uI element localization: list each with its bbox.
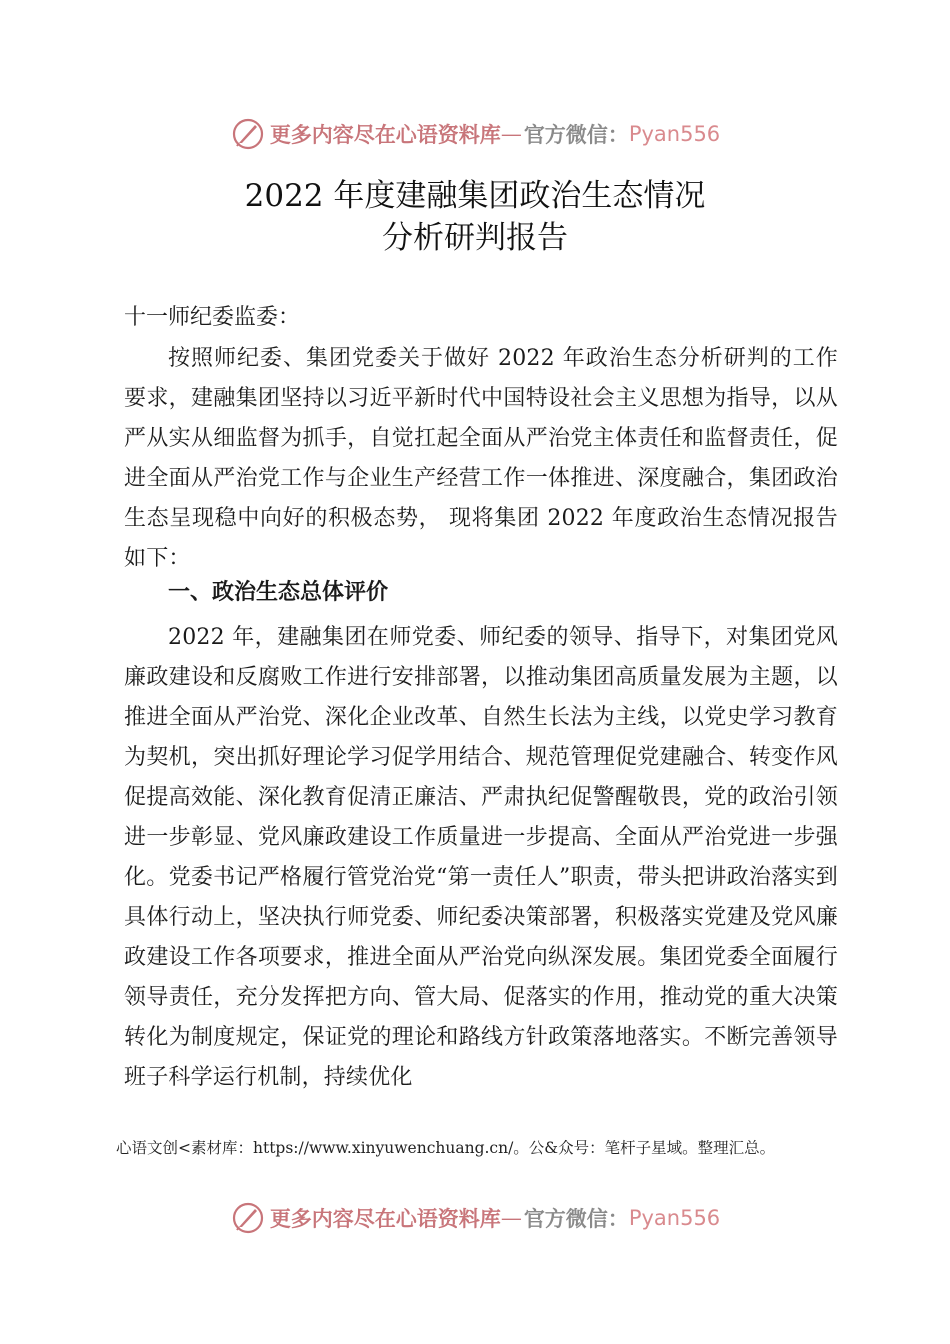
banner-wechat-id: Pyan556 (628, 1206, 721, 1230)
banner-separator: — (500, 122, 522, 146)
salutation: 十一师纪委监委： (124, 305, 301, 330)
banner-wechat-label: 官方微信： (523, 1206, 629, 1231)
quill-logo-icon (230, 116, 266, 152)
top-banner (0, 112, 950, 156)
banner-wechat-id: Pyan556 (628, 122, 721, 146)
document-title-line2: 分析研判报告 (382, 220, 568, 256)
banner-title: 更多内容尽在心语资料库 (269, 1206, 501, 1231)
bottom-banner (0, 1196, 950, 1240)
section-heading: 一、政治生态总体评价 (168, 580, 389, 605)
document-title-line1: 2022 年度建融集团政治生态情况 (244, 178, 706, 214)
paragraph-intro: 按照师纪委、集团党委关于做好 2022 年政治生态分析研判的工作要求，建融集团坚持以习近平新时代中国特设社会主义思想为指导，以从严从实从细监督为抓手，自觉扛起全面从严治党主体责任和监督责任，促进全面从严治党工作与企业生产经营工作一体推进、深度融合，集团政治生态呈现稳中向好的积极态势， 现将集团 2022 年度政治生态情况报告如下： (124, 346, 838, 571)
banner-separator: — (500, 1206, 522, 1230)
banner-title: 更多内容尽在心语资料库 (269, 122, 501, 147)
footer-note: 心语文创<素材库：https://www.xinyuwenchuang.cn/。公&众号：笔杆子星域。整理汇总。 (116, 1139, 776, 1157)
banner-wechat-label: 官方微信： (523, 122, 629, 147)
quill-logo-icon (230, 1200, 266, 1236)
paragraph-evaluation: 2022 年，建融集团在师党委、师纪委的领导、指导下，对集团党风廉政建设和反腐败工作进行安排部署，以推动集团高质量发展为主题，以推进全面从严治党、深化企业改革、自然生长法为主线，以党史学习教育为契机，突出抓好理论学习促学用结合、规范管理促党建融合、转变作风促提高效能、深化教育促清正廉洁、严肃执纪促警醒敬畏，党的政治引领进一步彰显、党风廉政建设工作质量进一步提高、全面从严治党进一步强化。党委书记严格履行管党治党“第一责任人”职责，带头把讲政治落实到具体行动上，坚决执行师党委、师纪委决策部署，积极落实党建及党风廉政建设工作各项要求，推进全面从严治党向纵深发展。集团党委全面履行领导责任，充分发挥把方向、管大局、促落实的作用，推动党的重大决策转化为制度规定，保证党的理论和路线方针政策落地落实。不断完善领导班子科学运行机制，持续优化 (124, 625, 838, 1090)
